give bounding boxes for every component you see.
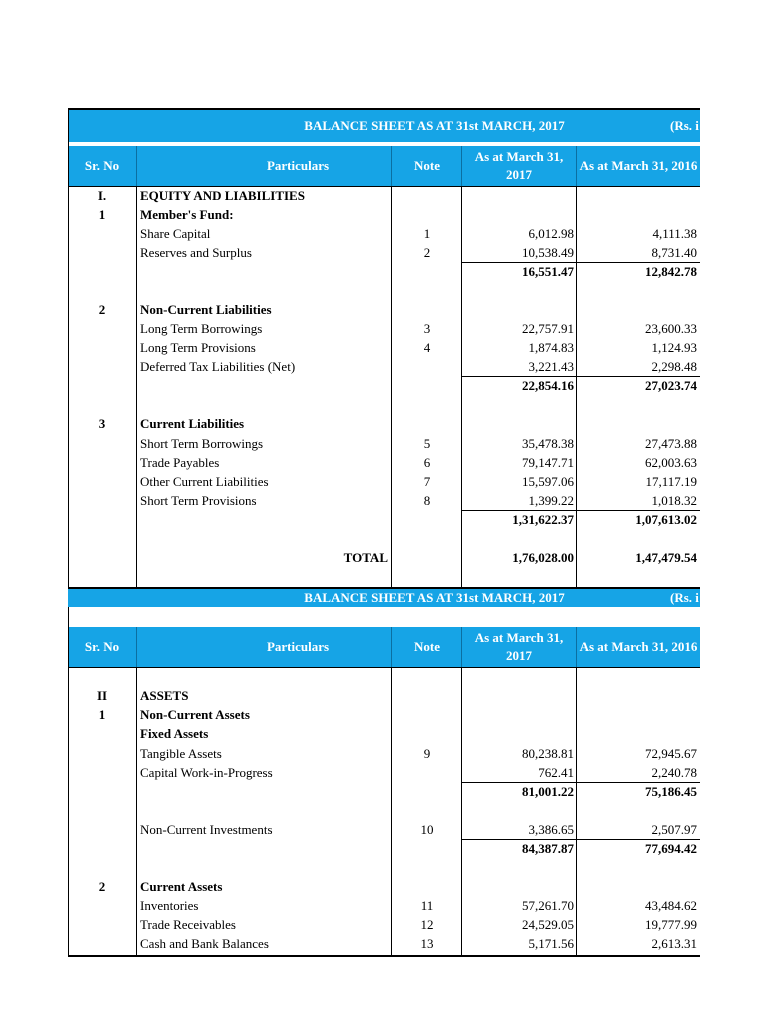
line-item-note: 12 — [420, 917, 434, 932]
value-2016: 4,111.38 — [652, 226, 697, 241]
total-2017: 1,76,028.00 — [512, 550, 574, 565]
header-2017: As at March 31, 2017 — [474, 149, 564, 182]
value-2017: 57,261.70 — [522, 898, 574, 913]
line-item-label: Cash and Bank Balances — [140, 936, 269, 951]
value-2016: 2,507.97 — [651, 822, 697, 837]
value-2016: 62,003.63 — [645, 455, 697, 470]
header-sr: Sr. No — [84, 639, 120, 654]
line-item-note: 9 — [423, 746, 431, 761]
value-2017: 35,478.38 — [522, 436, 574, 451]
value-2016: 8,731.40 — [651, 245, 697, 260]
line-item-note: 11 — [420, 898, 434, 913]
group-heading: Current Liabilities — [140, 416, 245, 431]
group-heading: Fixed Assets — [140, 726, 209, 741]
top-title: BALANCE SHEET AS AT 31st MARCH, 2017 — [304, 118, 565, 133]
value-2017: 5,171.56 — [528, 936, 574, 951]
line-item-note: 10 — [420, 822, 434, 837]
section-heading: EQUITY AND LIABILITIES — [140, 188, 305, 203]
row-sr: II — [96, 688, 108, 703]
subtotal-2016: 77,694.42 — [645, 841, 697, 856]
line-item-label: Non-Current Investments — [140, 822, 273, 837]
line-item-label: Other Current Liabilities — [140, 474, 269, 489]
line-item-note: 1 — [423, 226, 431, 241]
line-item-label: Capital Work-in-Progress — [140, 765, 273, 780]
value-2016: 27,473.88 — [645, 436, 697, 451]
group-heading: Member's Fund: — [140, 207, 234, 222]
line-item-note: 6 — [423, 455, 431, 470]
group-heading: Non-Current Liabilities — [140, 302, 272, 317]
section-heading: ASSETS — [140, 688, 189, 703]
line-item-label: Trade Receivables — [140, 917, 236, 932]
line-item-label: Short Term Borrowings — [140, 436, 264, 451]
value-2017: 762.41 — [538, 765, 574, 780]
value-2017: 3,386.65 — [528, 822, 574, 837]
value-2017: 80,238.81 — [522, 746, 574, 761]
header-note: Note — [414, 639, 440, 654]
subtotal-2016: 12,842.78 — [645, 264, 697, 279]
value-2016: 1,124.93 — [651, 340, 697, 355]
line-item-label: Short Term Provisions — [140, 493, 257, 508]
row-sr: I. — [97, 188, 107, 203]
row-sr: 3 — [98, 416, 106, 431]
row-sr: 2 — [98, 302, 106, 317]
bottom-title: BALANCE SHEET AS AT 31st MARCH, 2017 — [304, 590, 565, 605]
value-2016: 17,117.19 — [645, 474, 697, 489]
row-sr: 1 — [98, 707, 106, 722]
line-item-label: Inventories — [140, 898, 199, 913]
top-header-row — [68, 146, 700, 186]
value-2016: 23,600.33 — [645, 321, 697, 336]
value-2016: 1,018.32 — [651, 493, 697, 508]
value-2017: 22,757.91 — [522, 321, 574, 336]
value-2016: 72,945.67 — [645, 746, 697, 761]
line-item-note: 8 — [423, 493, 431, 508]
subtotal-2017: 81,001.22 — [522, 784, 574, 799]
header-particulars: Particulars — [266, 639, 330, 654]
line-item-note: 4 — [423, 340, 431, 355]
subtotal-2017: 84,387.87 — [522, 841, 574, 856]
top-title-bar — [68, 110, 700, 142]
value-2016: 2,240.78 — [651, 765, 697, 780]
line-item-label: Deferred Tax Liabilities (Net) — [140, 359, 296, 374]
header-sr: Sr. No — [84, 158, 120, 173]
line-item-note: 3 — [423, 321, 431, 336]
bottom-header-row — [68, 627, 700, 667]
header-2017: As at March 31, 2017 — [474, 630, 564, 663]
line-item-label: Share Capital — [140, 226, 211, 241]
subtotal-2016: 27,023.74 — [645, 378, 697, 393]
value-2016: 2,298.48 — [651, 359, 697, 374]
line-item-note: 13 — [420, 936, 434, 951]
subtotal-2017: 22,854.16 — [522, 378, 574, 393]
subtotal-2017: 16,551.47 — [522, 264, 574, 279]
group-heading: Non-Current Assets — [140, 707, 250, 722]
total-2016: 1,47,479.54 — [635, 550, 697, 565]
line-item-note: 7 — [423, 474, 431, 489]
line-item-label: Reserves and Surplus — [140, 245, 252, 260]
top-unit: (Rs. i — [670, 118, 699, 133]
bottom-unit: (Rs. i — [670, 590, 699, 605]
line-item-label: Long Term Borrowings — [140, 321, 263, 336]
line-item-note: 2 — [423, 245, 431, 260]
subtotal-2016: 75,186.45 — [645, 784, 697, 799]
value-2016: 43,484.62 — [645, 898, 697, 913]
subtotal-2016: 1,07,613.02 — [635, 512, 697, 527]
bottom-title-bar — [68, 589, 700, 607]
value-2017: 1,399.22 — [528, 493, 574, 508]
value-2016: 2,613.31 — [651, 936, 697, 951]
value-2016: 19,777.99 — [645, 917, 697, 932]
value-2017: 24,529.05 — [522, 917, 574, 932]
subtotal-2017: 1,31,622.37 — [512, 512, 574, 527]
header-note: Note — [414, 158, 440, 173]
total-label: TOTAL — [343, 550, 388, 565]
line-item-label: Long Term Provisions — [140, 340, 256, 355]
header-2016: As at March 31, 2016 — [579, 639, 698, 654]
value-2017: 15,597.06 — [522, 474, 574, 489]
value-2017: 10,538.49 — [522, 245, 574, 260]
value-2017: 3,221.43 — [528, 359, 574, 374]
row-sr: 1 — [98, 207, 106, 222]
value-2017: 79,147.71 — [522, 455, 574, 470]
line-item-label: Tangible Assets — [140, 746, 222, 761]
line-item-label: Trade Payables — [140, 455, 220, 470]
value-2017: 1,874.83 — [528, 340, 574, 355]
group-heading: Current Assets — [140, 879, 223, 894]
header-2016: As at March 31, 2016 — [579, 158, 698, 173]
value-2017: 6,012.98 — [528, 226, 574, 241]
line-item-note: 5 — [423, 436, 431, 451]
header-particulars: Particulars — [266, 158, 330, 173]
row-sr: 2 — [98, 879, 106, 894]
